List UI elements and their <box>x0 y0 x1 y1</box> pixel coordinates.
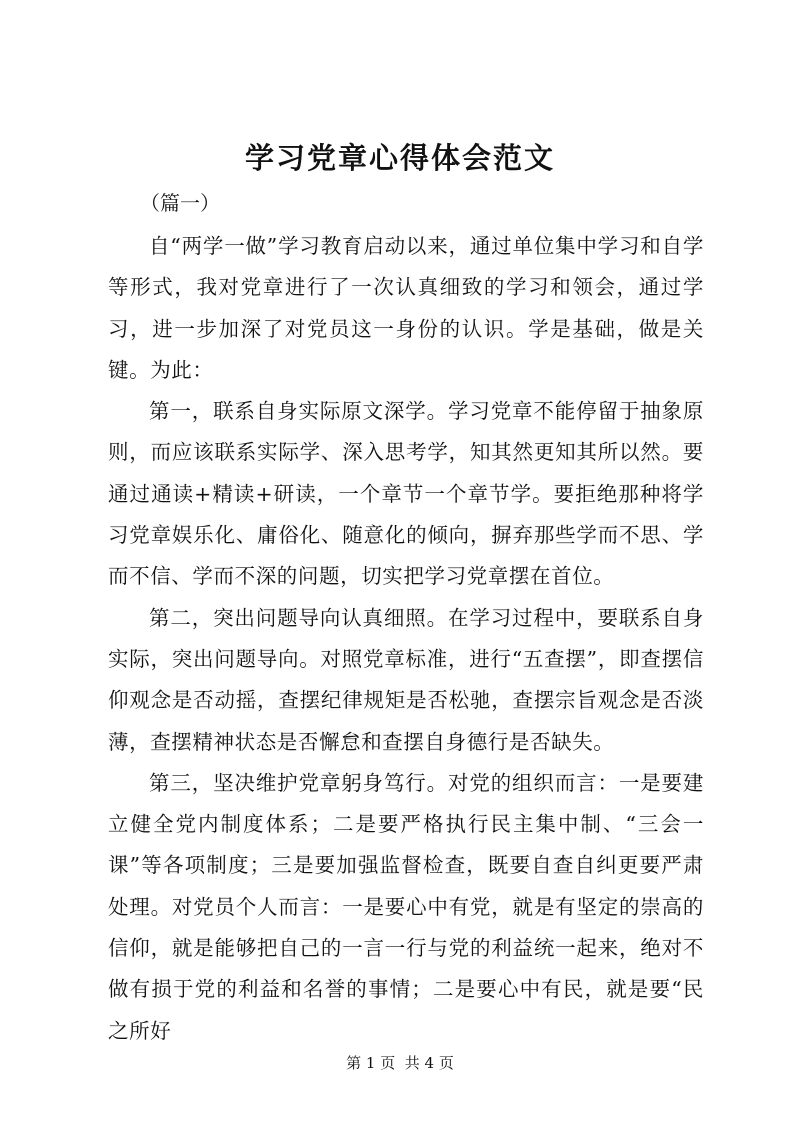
document-body <box>108 226 704 1052</box>
paragraph-first: 第一，联系自身实际原文深学。学习党章不能停留于抽象原则，而应该联系实际学、深入思考学，知其然更知其所以然。要通过通读+精读+研读，一个章节一个章节学。要拒绝那种将学习党章娱乐化、庸俗化、随意化的倾向，摒弃那些学而不思、学而不信、学而不深的问题，切实把学习党章摆在首位。 <box>108 399 704 589</box>
document-title: 学习党章心得体会范文 <box>244 141 555 175</box>
section-label: （篇一） <box>140 191 220 215</box>
paragraph-second: 第二，突出问题导向认真细照。在学习过程中，要联系自身实际，突出问题导向。对照党章标准，进行“五查摆”，即查摆信仰观念是否动摇，查摆纪律规矩是否松驰，查摆宗旨观念是否淡薄，查摆精神状态是否懈怠和查摆自身德行是否缺失。 <box>108 605 704 754</box>
page-number-text: 第 1 页 共 4 页 <box>346 1054 454 1072</box>
paragraph-third: 第三，坚决维护党章躬身笃行。对党的组织而言：一是要建立健全党内制度体系；二是要严格执行民主集中制、“三会一课”等各项制度；三是要加强监督检查，既要自查自纠更要严肃处理。对党员个人而言：一是要心中有党，就是有坚定的崇高的信仰，就是能够把自己的一言一行与党的利益统一起来，绝对不做有损于党的利益和名誉的事情；二是要心中有民，就是要“民之所好 <box>108 770 704 1043</box>
page-footer <box>0 1052 800 1074</box>
paragraph-intro: 自“两学一做”学习教育启动以来，通过单位集中学习和自学等形式，我对党章进行了一次认真细致的学习和领会，通过学习，进一步加深了对党员这一身份的认识。学是基础，做是关键。为此： <box>108 234 704 382</box>
